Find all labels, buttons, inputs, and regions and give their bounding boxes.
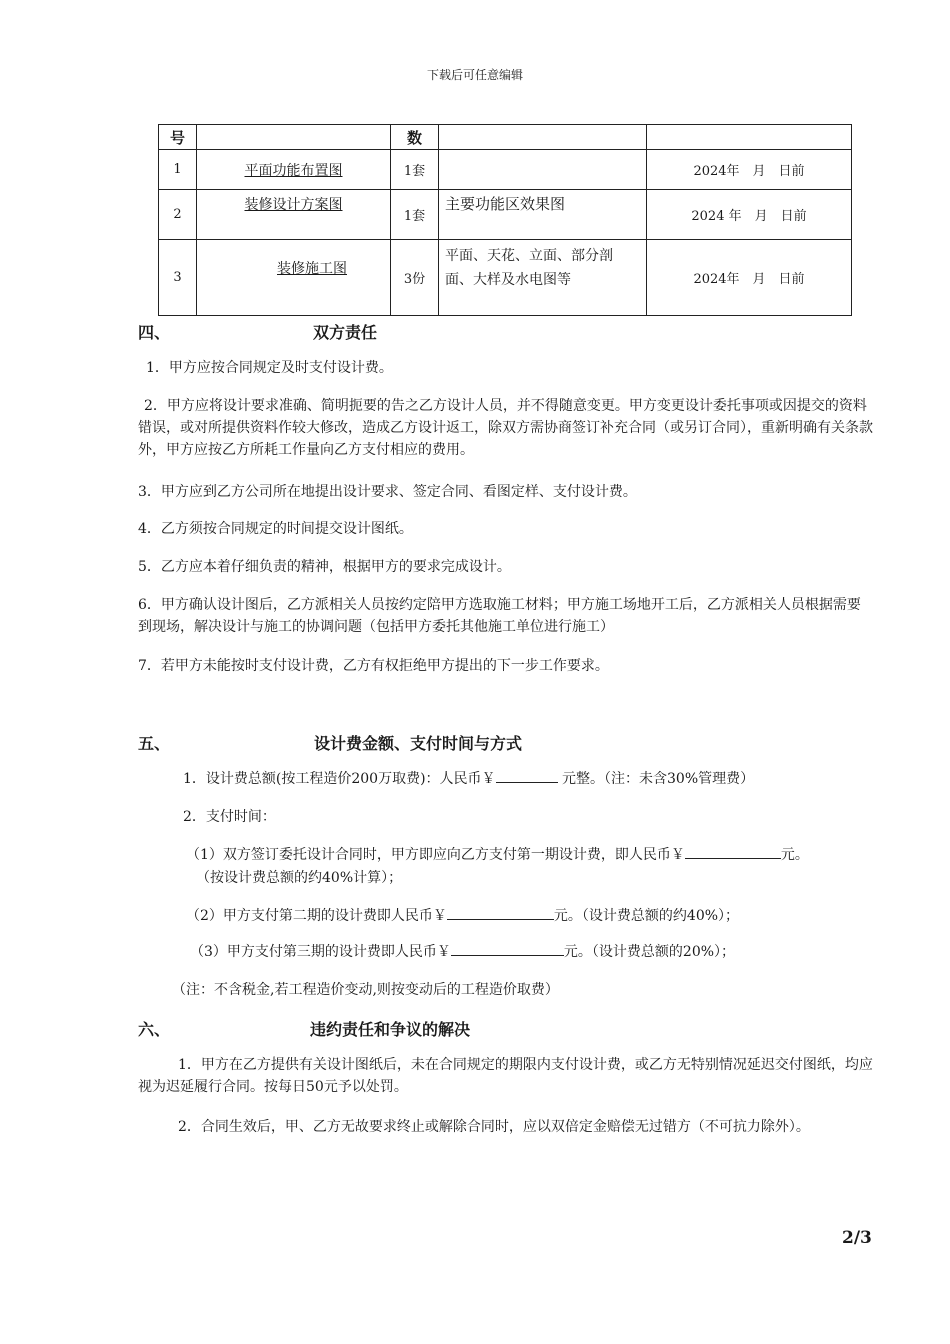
row-date: 2024 年 月 日前 (647, 190, 852, 240)
table-header-content (439, 125, 647, 150)
row-no: 1 (159, 150, 197, 190)
table-row (159, 150, 852, 190)
fee-total-line (183, 768, 754, 788)
fee-total-post: 元整。（注：未含30%管理费） (557, 771, 755, 787)
table-header-row (159, 125, 852, 150)
fee-note: （注：不含税金,若工程造价变动,则按变动后的工程造价取费） (172, 982, 559, 998)
row-date: 2024年 月 日前 (647, 150, 852, 190)
table-header-date (647, 125, 852, 150)
table-row (159, 190, 852, 240)
payment-3-line (190, 941, 735, 961)
table-header-no: 号 (159, 125, 197, 150)
fee-total-blank[interactable] (496, 768, 558, 783)
payment-2-pre: （2）甲方支付第二期的设计费即人民币￥ (186, 908, 447, 924)
row-name: 平面功能布置图 (244, 162, 343, 179)
section4-item: 3．甲方应到乙方公司所在地提出设计要求、签定合同、看图定样、支付设计费。 (138, 484, 637, 500)
payment-1-line (186, 844, 809, 864)
section6-number: 六、 (138, 1020, 171, 1039)
section4-item: 7．若甲方未能按时支付设计费，乙方有权拒绝甲方提出的下一步工作要求。 (138, 658, 609, 674)
payment-2-blank[interactable] (447, 905, 554, 920)
pay-time-label: 2．支付时间： (183, 809, 276, 825)
payment-3-post: 元。（设计费总额的20%）； (563, 944, 736, 960)
row-content: 平面、天花、立面、部分剖面、大样及水电图等 (439, 240, 647, 316)
section6-item: 2．合同生效后，甲、乙方无故要求终止或解除合同时，应以双倍定金赔偿无过错方（不可抗力除外）。 (178, 1119, 810, 1135)
row-qty: 1套 (391, 150, 439, 190)
payment-2-post: 元。（设计费总额的约40%）； (553, 908, 740, 924)
header-note: 下载后可任意编辑 (426, 68, 523, 82)
row-qty: 1套 (391, 190, 439, 240)
row-content (439, 150, 647, 190)
payment-1-note: （按设计费总额的约40%计算）； (196, 870, 403, 886)
payment-1-pre: （1）双方签订委托设计合同时，甲方即应向乙方支付第一期设计费，即人民币￥ (186, 847, 685, 863)
section4-title: 双方责任 (313, 323, 378, 342)
section5-number: 五、 (138, 734, 171, 753)
section4-item: 1．甲方应按合同规定及时支付设计费。 (146, 360, 393, 376)
payment-2-line (186, 905, 739, 925)
section4-item: 5．乙方应本着仔细负责的精神，根据甲方的要求完成设计。 (138, 559, 511, 575)
row-no: 3 (159, 240, 197, 316)
page-number: 2/3 (842, 1228, 872, 1248)
section5-title: 设计费金额、支付时间与方式 (314, 734, 523, 753)
fee-total-pre: 1．设计费总额(按工程造价200万取费)：人民币￥ (183, 771, 496, 787)
row-date: 2024年 月 日前 (647, 240, 852, 316)
section4-item: 4．乙方须按合同规定的时间提交设计图纸。 (138, 521, 413, 537)
payment-3-blank[interactable] (451, 941, 564, 956)
payment-3-pre: （3）甲方支付第三期的设计费即人民币￥ (190, 944, 451, 960)
row-name: 装修设计方案图 (244, 197, 343, 213)
row-qty: 3份 (391, 240, 439, 316)
section6-item: 1．甲方在乙方提供有关设计图纸后，未在合同规定的期限内支付设计费，或乙方无特别情况延迟交付图纸，均应视为迟延履行合同。按每日50元予以处罚。 (138, 1057, 873, 1095)
table-header-qty: 数 (391, 125, 439, 150)
row-no: 2 (159, 190, 197, 240)
payment-1-blank[interactable] (685, 844, 781, 859)
deliverables-table (158, 124, 852, 316)
table-row (159, 240, 852, 316)
table-header-name (197, 125, 391, 150)
section6-title: 违约责任和争议的解决 (310, 1020, 471, 1039)
section4-item: 2．甲方应将设计要求准确、简明扼要的告之乙方设计人员，并不得随意变更。甲方变更设计委托事项或因提交的资料错误，或对所提供资料作较大修改，造成乙方设计返工，除双方需协商签订补充合同（或另订合同），重新明确有关条款外，甲方应按乙方所耗工作量向乙方支付相应的费用。 (138, 398, 873, 458)
payment-1-post: 元。 (780, 847, 809, 863)
row-name: 装修施工图 (277, 261, 347, 277)
row-content: 主要功能区效果图 (439, 190, 647, 240)
section4-item: 6．甲方确认设计图后，乙方派相关人员按约定陪甲方选取施工材料；甲方施工场地开工后，乙方派相关人员根据需要到现场，解决设计与施工的协调问题（包括甲方委托其他施工单位进行施工） (138, 597, 861, 635)
section4-number: 四、 (138, 323, 171, 342)
